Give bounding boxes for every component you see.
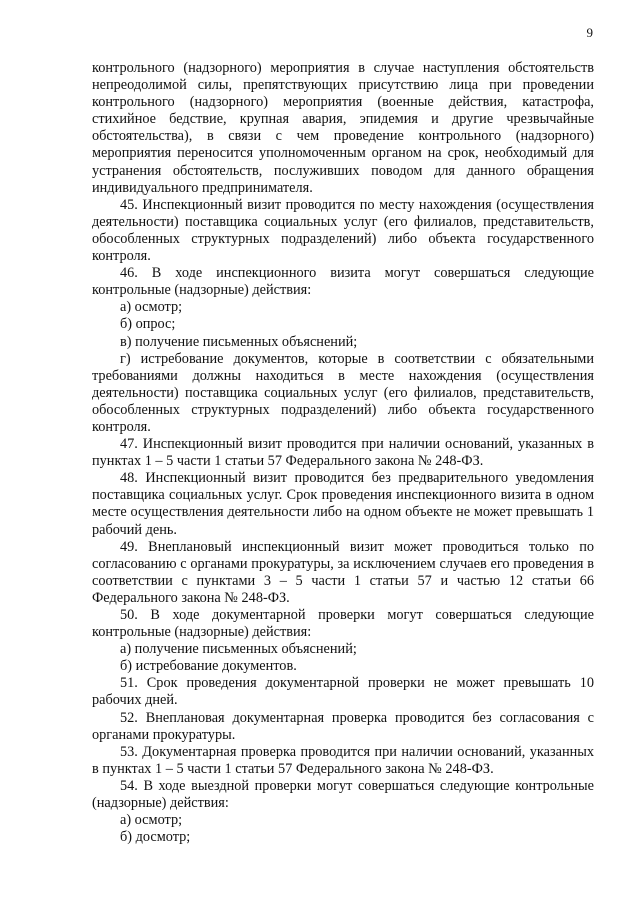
paragraph-continuation: контрольного (надзорного) мероприятия в случае наступления обстоятельств непреодолимой силы, препятствующих присутствию лица при проведении контрольного (надзорного) мероприятия (военные действия, катастрофа, стихийное бедствие, крупная авария, эпидемия и другие чрезвычайные обстоятельства), в связи с чем проведение контрольного (надзорного) мероприятия переносится уполномоченным органом на срок, необходимый для устранения обстоятельств, послуживших поводом для данного обращения индивидуального предпринимателя. (92, 60, 594, 196)
paragraph-48: 48. Инспекционный визит проводится без предварительного уведомления поставщика социальных услуг. Срок проведения инспекционного визита в одном месте осуществления деятельности либо на одном объекте не может превышать 1 рабочий день. (92, 470, 594, 538)
list-item-46v: в) получение письменных объяснений; (120, 333, 358, 350)
document-body (92, 60, 594, 846)
list-item-54a: а) осмотр; (120, 812, 183, 829)
page-number: 9 (586, 25, 593, 40)
paragraph-45: 45. Инспекционный визит проводится по месту нахождения (осуществления деятельности) поставщика социальных услуг (его филиалов, представительств, обособленных структурных подразделений) либо объекта государственного контроля. (92, 196, 594, 265)
paragraph-46: 46. В ходе инспекционного визита могут совершаться следующие контрольные (надзорные) действия: (92, 265, 594, 299)
list-item-46g: г) истребование документов, которые в соответствии с обязательными требованиями должны находиться в месте нахождения (осуществления деятельности) поставщика социальных услуг (его филиалов, представительств, обособленных структурных подразделений) либо объекта государственного контроля. (92, 350, 594, 435)
list-item-46b: б) опрос; (120, 316, 176, 333)
paragraph-53: 53. Документарная проверка проводится при наличии оснований, указанных в пунктах 1 – 5 части 1 статьи 57 Федерального закона № 248-ФЗ. (92, 743, 594, 777)
paragraph-50: 50. В ходе документарной проверки могут совершаться следующие контрольные (надзорные) действия: (92, 607, 594, 641)
paragraph-54: 54. В ходе выездной проверки могут совершаться следующие контрольные (надзорные) действия: (92, 777, 594, 812)
paragraph-52: 52. Внеплановая документарная проверка проводится без согласования с органами прокуратуры. (92, 709, 594, 743)
list-item-46a: а) осмотр; (120, 299, 183, 316)
list-item-50a: а) получение письменных объяснений; (120, 641, 357, 658)
paragraph-49: 49. Внеплановый инспекционный визит может проводиться только по согласованию с органами прокуратуры, за исключением случаев его проведения в соответствии с пунктами 3 – 5 части 1 статьи 57 и частью 12 статьи 66 Федерального закона № 248-ФЗ. (92, 538, 594, 606)
paragraph-51: 51. Срок проведения документарной проверки не может превышать 10 рабочих дней. (92, 675, 594, 709)
paragraph-47: 47. Инспекционный визит проводится при наличии оснований, указанных в пунктах 1 – 5 части 1 статьи 57 Федерального закона № 248-ФЗ. (92, 436, 594, 470)
list-item-54b: б) досмотр; (120, 829, 191, 846)
list-item-50b: б) истребование документов. (120, 658, 297, 675)
